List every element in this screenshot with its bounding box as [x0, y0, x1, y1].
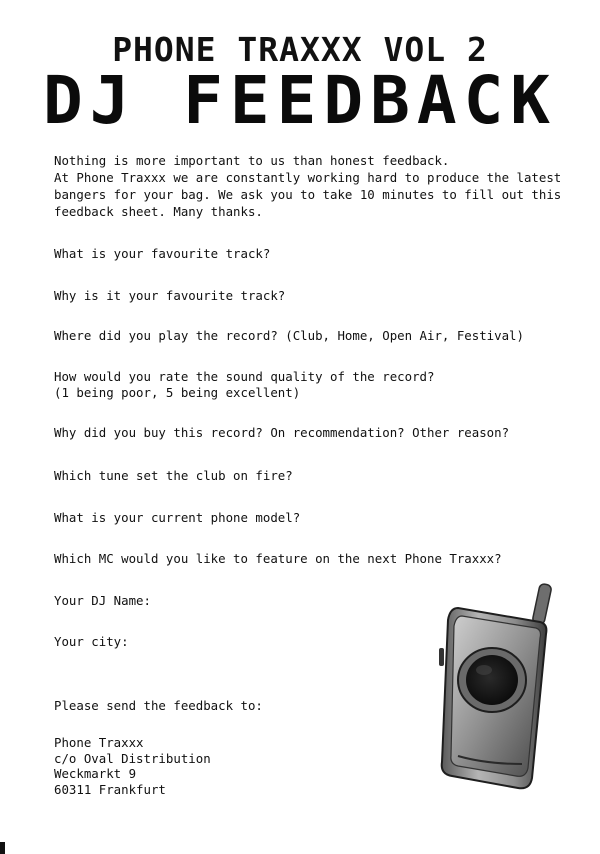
question-next-mc: Which MC would you like to feature on the next Phone Traxxx?: [54, 551, 502, 566]
phone-antenna: [532, 583, 552, 625]
address-street: Weckmarkt 9: [54, 766, 137, 781]
question-sound-quality: How would you rate the sound quality of the record? (1 being poor, 5 being excellent): [54, 369, 435, 400]
intro-line-2: At Phone Traxxx we are constantly working hard to produce the latest bangers for your bag. We ask you to take 10 minutes to fill out this feedback sheet. Many thanks.: [54, 170, 562, 219]
send-label: Please send the feedback to:: [54, 698, 263, 713]
address-city: 60311 Frankfurt: [54, 781, 166, 797]
question-club-tune: Which tune set the club on fire?: [54, 468, 293, 483]
field-city: Your city:: [54, 634, 129, 649]
question-where-played: Where did you play the record? (Club, Home, Open Air, Festival): [54, 328, 524, 343]
intro-text: [54, 152, 574, 220]
phone-display: [458, 648, 526, 712]
address-care-of: c/o Oval Distribution: [54, 750, 211, 766]
question-phone-model: What is your current phone model?: [54, 510, 301, 525]
crop-mark: [0, 842, 5, 854]
question-favourite-track: What is your favourite track?: [54, 246, 271, 261]
intro-line-1: Nothing is more important to us than honest feedback.: [54, 153, 450, 168]
question-why-favourite: Why is it your favourite track?: [54, 288, 286, 303]
mailing-address: [54, 735, 211, 797]
sheet-subtitle: PHONE TRAXXX VOL 2: [112, 30, 488, 69]
sheet-title: DJ FEEDBACK: [42, 62, 558, 139]
field-dj-name: Your DJ Name:: [54, 593, 151, 608]
address-company: Phone Traxxx: [54, 735, 144, 750]
question-why-bought: Why did you buy this record? On recommendation? Other reason?: [54, 425, 510, 440]
mobile-phone-icon: [436, 578, 576, 798]
phone-side-button: [439, 648, 444, 666]
